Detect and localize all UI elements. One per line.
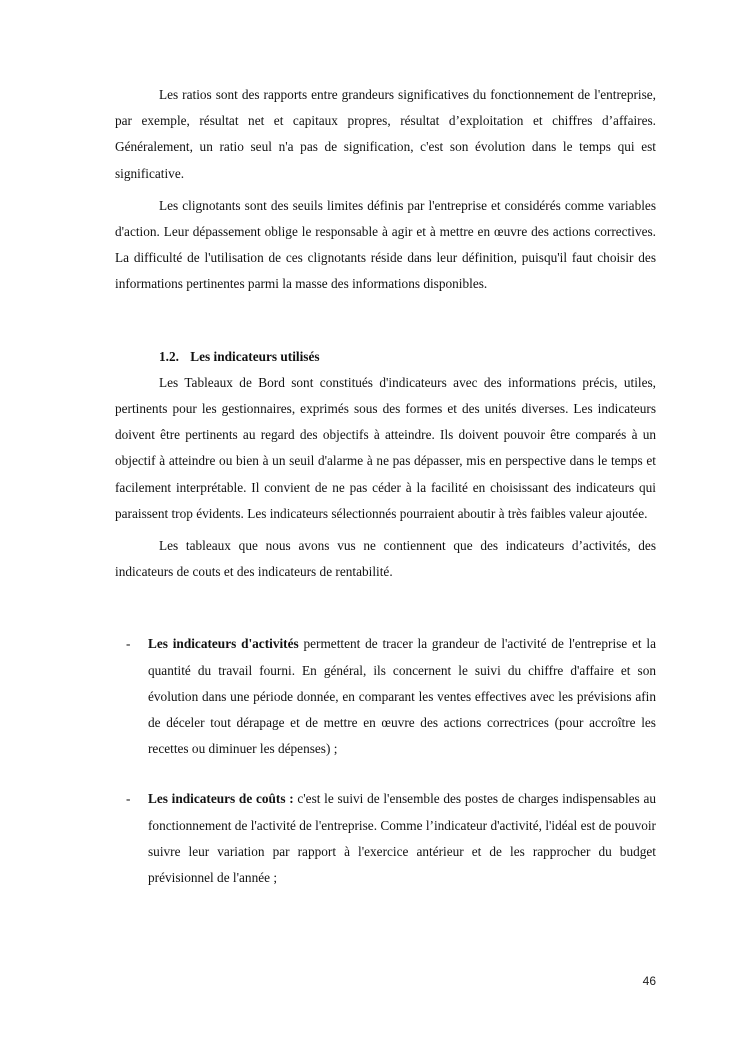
page-content bbox=[115, 82, 656, 891]
list-item bbox=[115, 786, 656, 891]
list-item-text: c'est le suivi de l'ensemble des postes de charges indispensables au fonctionnement de l'activité de l'entreprise. Comme l’indicateur d'activité, l'idéal est de pouvoir suivre leur variation par rapport à l'exercice antérieur et de les rapprocher du budget prévisionnel de l'année ; bbox=[148, 791, 656, 886]
list-item-term: Les indicateurs de coûts : bbox=[148, 791, 294, 807]
section-heading bbox=[159, 344, 656, 370]
section-title: Les indicateurs utilisés bbox=[190, 348, 320, 364]
list-item-text: permettent de tracer la grandeur de l'activité de l'entreprise et la quantité du travail fourni. En général, ils concernent le suivi du chiffre d'affaire et son évolution dans une période donnée, en comparant les ventes effectives avec les prévisions afin de déceler tout dérapage et de mettre en œuvre des actions correctrices (pour accroître les recettes ou diminuer les dépenses) ; bbox=[148, 636, 656, 757]
paragraph-indicateurs-intro: Les Tableaux de Bord sont constitués d'indicateurs avec des informations précis, utiles, pertinents pour les gestionnaires, exprimés sous des formes et des unités diverses. Les indicateurs doivent être pertinents au regard des objectifs à atteindre. Ils doivent pouvoir être comparés à un objectif à atteindre ou bien à un seuil d'alarme à ne pas dépasser, mis en perspective dans le temps et facilement interprétable. Il convient de ne pas céder à la facilité en choisissant des indicateurs qui paraissent trop évidents. Les indicateurs sélectionnés pourraient aboutir à très faibles valeur ajoutée. bbox=[115, 374, 656, 521]
list-bullet: - bbox=[126, 791, 131, 807]
paragraph-ratios: Les ratios sont des rapports entre grandeurs significatives du fonctionnement de l'entreprise, par exemple, résultat net et capitaux propres, résultat d’exploitation et chiffres d’affaires. Généralement, un ratio seul n'a pas de signification, c'est son évolution dans le temps qui est significative. bbox=[115, 87, 656, 181]
list-item bbox=[115, 631, 656, 762]
paragraph-indicateurs-summary: Les tableaux que nous avons vus ne contiennent que des indicateurs d’activités, des indicateurs de couts et des indicateurs de rentabilité. bbox=[115, 538, 656, 580]
section-number: 1.2. bbox=[159, 348, 179, 364]
indicator-list bbox=[115, 631, 656, 891]
paragraph-clignotants: Les clignotants sont des seuils limites définis par l'entreprise et considérés comme variables d'action. Leur dépassement oblige le responsable à agir et à mettre en œuvre des actions correctives. La difficulté de l'utilisation de ces clignotants réside dans leur définition, puisqu'il faut choisir des informations pertinentes parmi la masse des informations disponibles. bbox=[115, 197, 656, 292]
page-number: 46 bbox=[642, 974, 656, 988]
list-bullet: - bbox=[126, 636, 131, 652]
list-item-term: Les indicateurs d'activités bbox=[148, 636, 299, 652]
